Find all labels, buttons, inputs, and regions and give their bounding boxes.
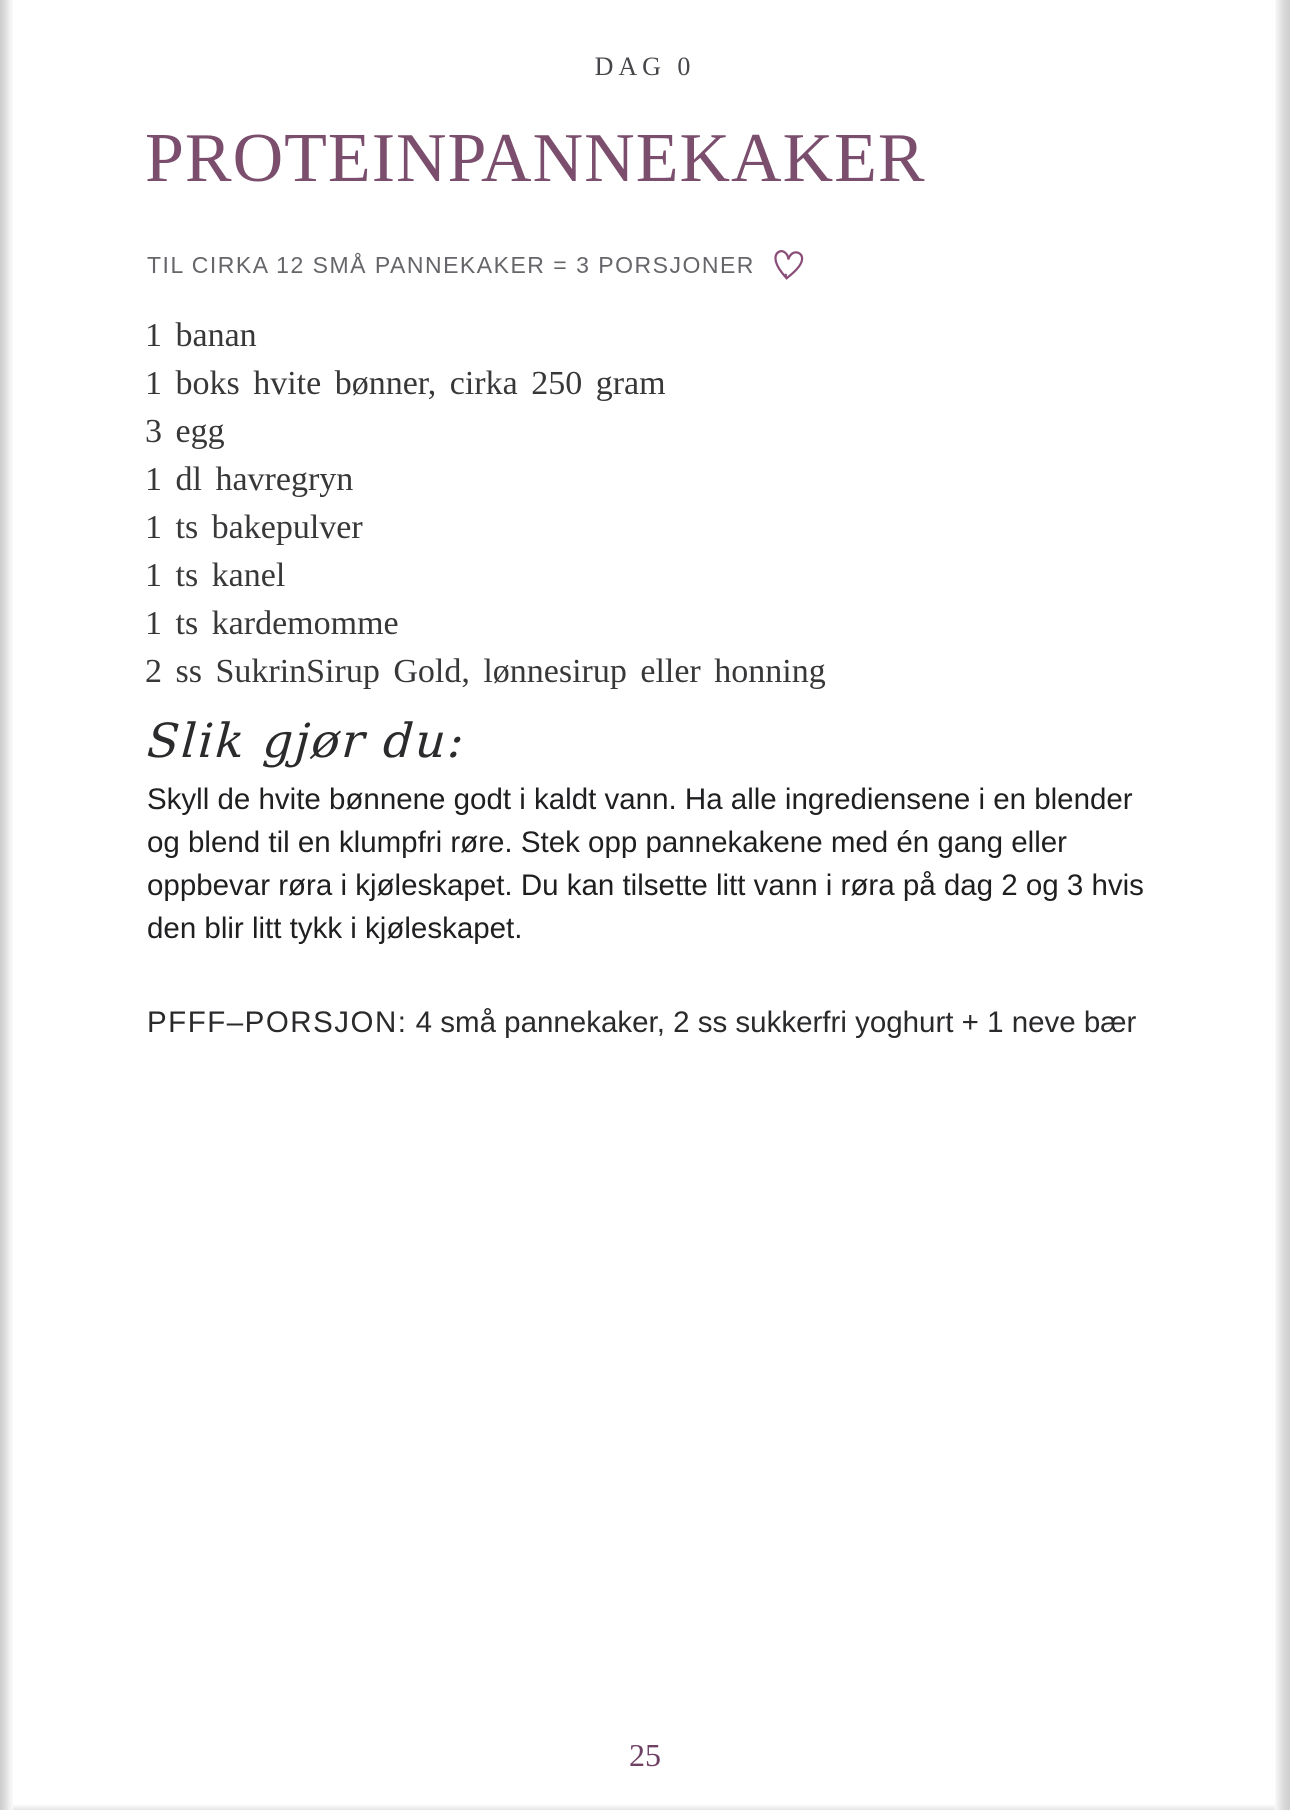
method-paragraph: Skyll de hvite bønnene godt i kaldt vann. Ha alle ingrediensene i en blender og blend til en klumpfri røre. Stek opp pannekakene med én gang eller oppbevar røra i kjøleskapet. Du kan tilsette litt vann i røra på dag 2 og 3 hvis den blir litt tykk i kjøleskapet. [147, 783, 1144, 945]
ingredient-item: 1 ts bakepulver [145, 509, 363, 546]
heart-icon [769, 246, 806, 283]
portion-note [147, 1006, 1290, 1040]
yield-text: TIL CIRKA 12 SMÅ PANNEKAKER = 3 PORSJONER [147, 251, 755, 278]
recipe-title: PROTEINPANNEKAKER [145, 120, 926, 197]
yield-row [147, 248, 1290, 282]
ingredient-item: 3 egg [145, 413, 225, 450]
ingredient-item: 1 dl havregryn [145, 461, 354, 498]
ingredient-item: 1 ts kardemomme [145, 605, 399, 642]
page-right-edge [1275, 0, 1290, 1810]
portion-text: 4 små pannekaker, 2 ss sukkerfri yoghurt + 1 neve bær [415, 1006, 1137, 1039]
portion-label: PFFF–PORSJON: [147, 1006, 408, 1039]
ingredient-item: 1 banan [145, 317, 257, 354]
ingredients-list [145, 312, 1290, 696]
ingredient-item: 1 ts kanel [145, 557, 286, 594]
ingredient-item: 1 boks hvite bønner, cirka 250 gram [145, 365, 666, 402]
ingredient-item: 2 ss SukrinSirup Gold, lønnesirup eller honning [145, 653, 826, 690]
page-bottom-edge [13, 1804, 1275, 1810]
method-heading: Slik gjør du: [145, 714, 468, 769]
day-kicker: DAG 0 [594, 52, 696, 81]
page-number: 25 [629, 1737, 661, 1773]
page-left-edge [0, 0, 13, 1810]
